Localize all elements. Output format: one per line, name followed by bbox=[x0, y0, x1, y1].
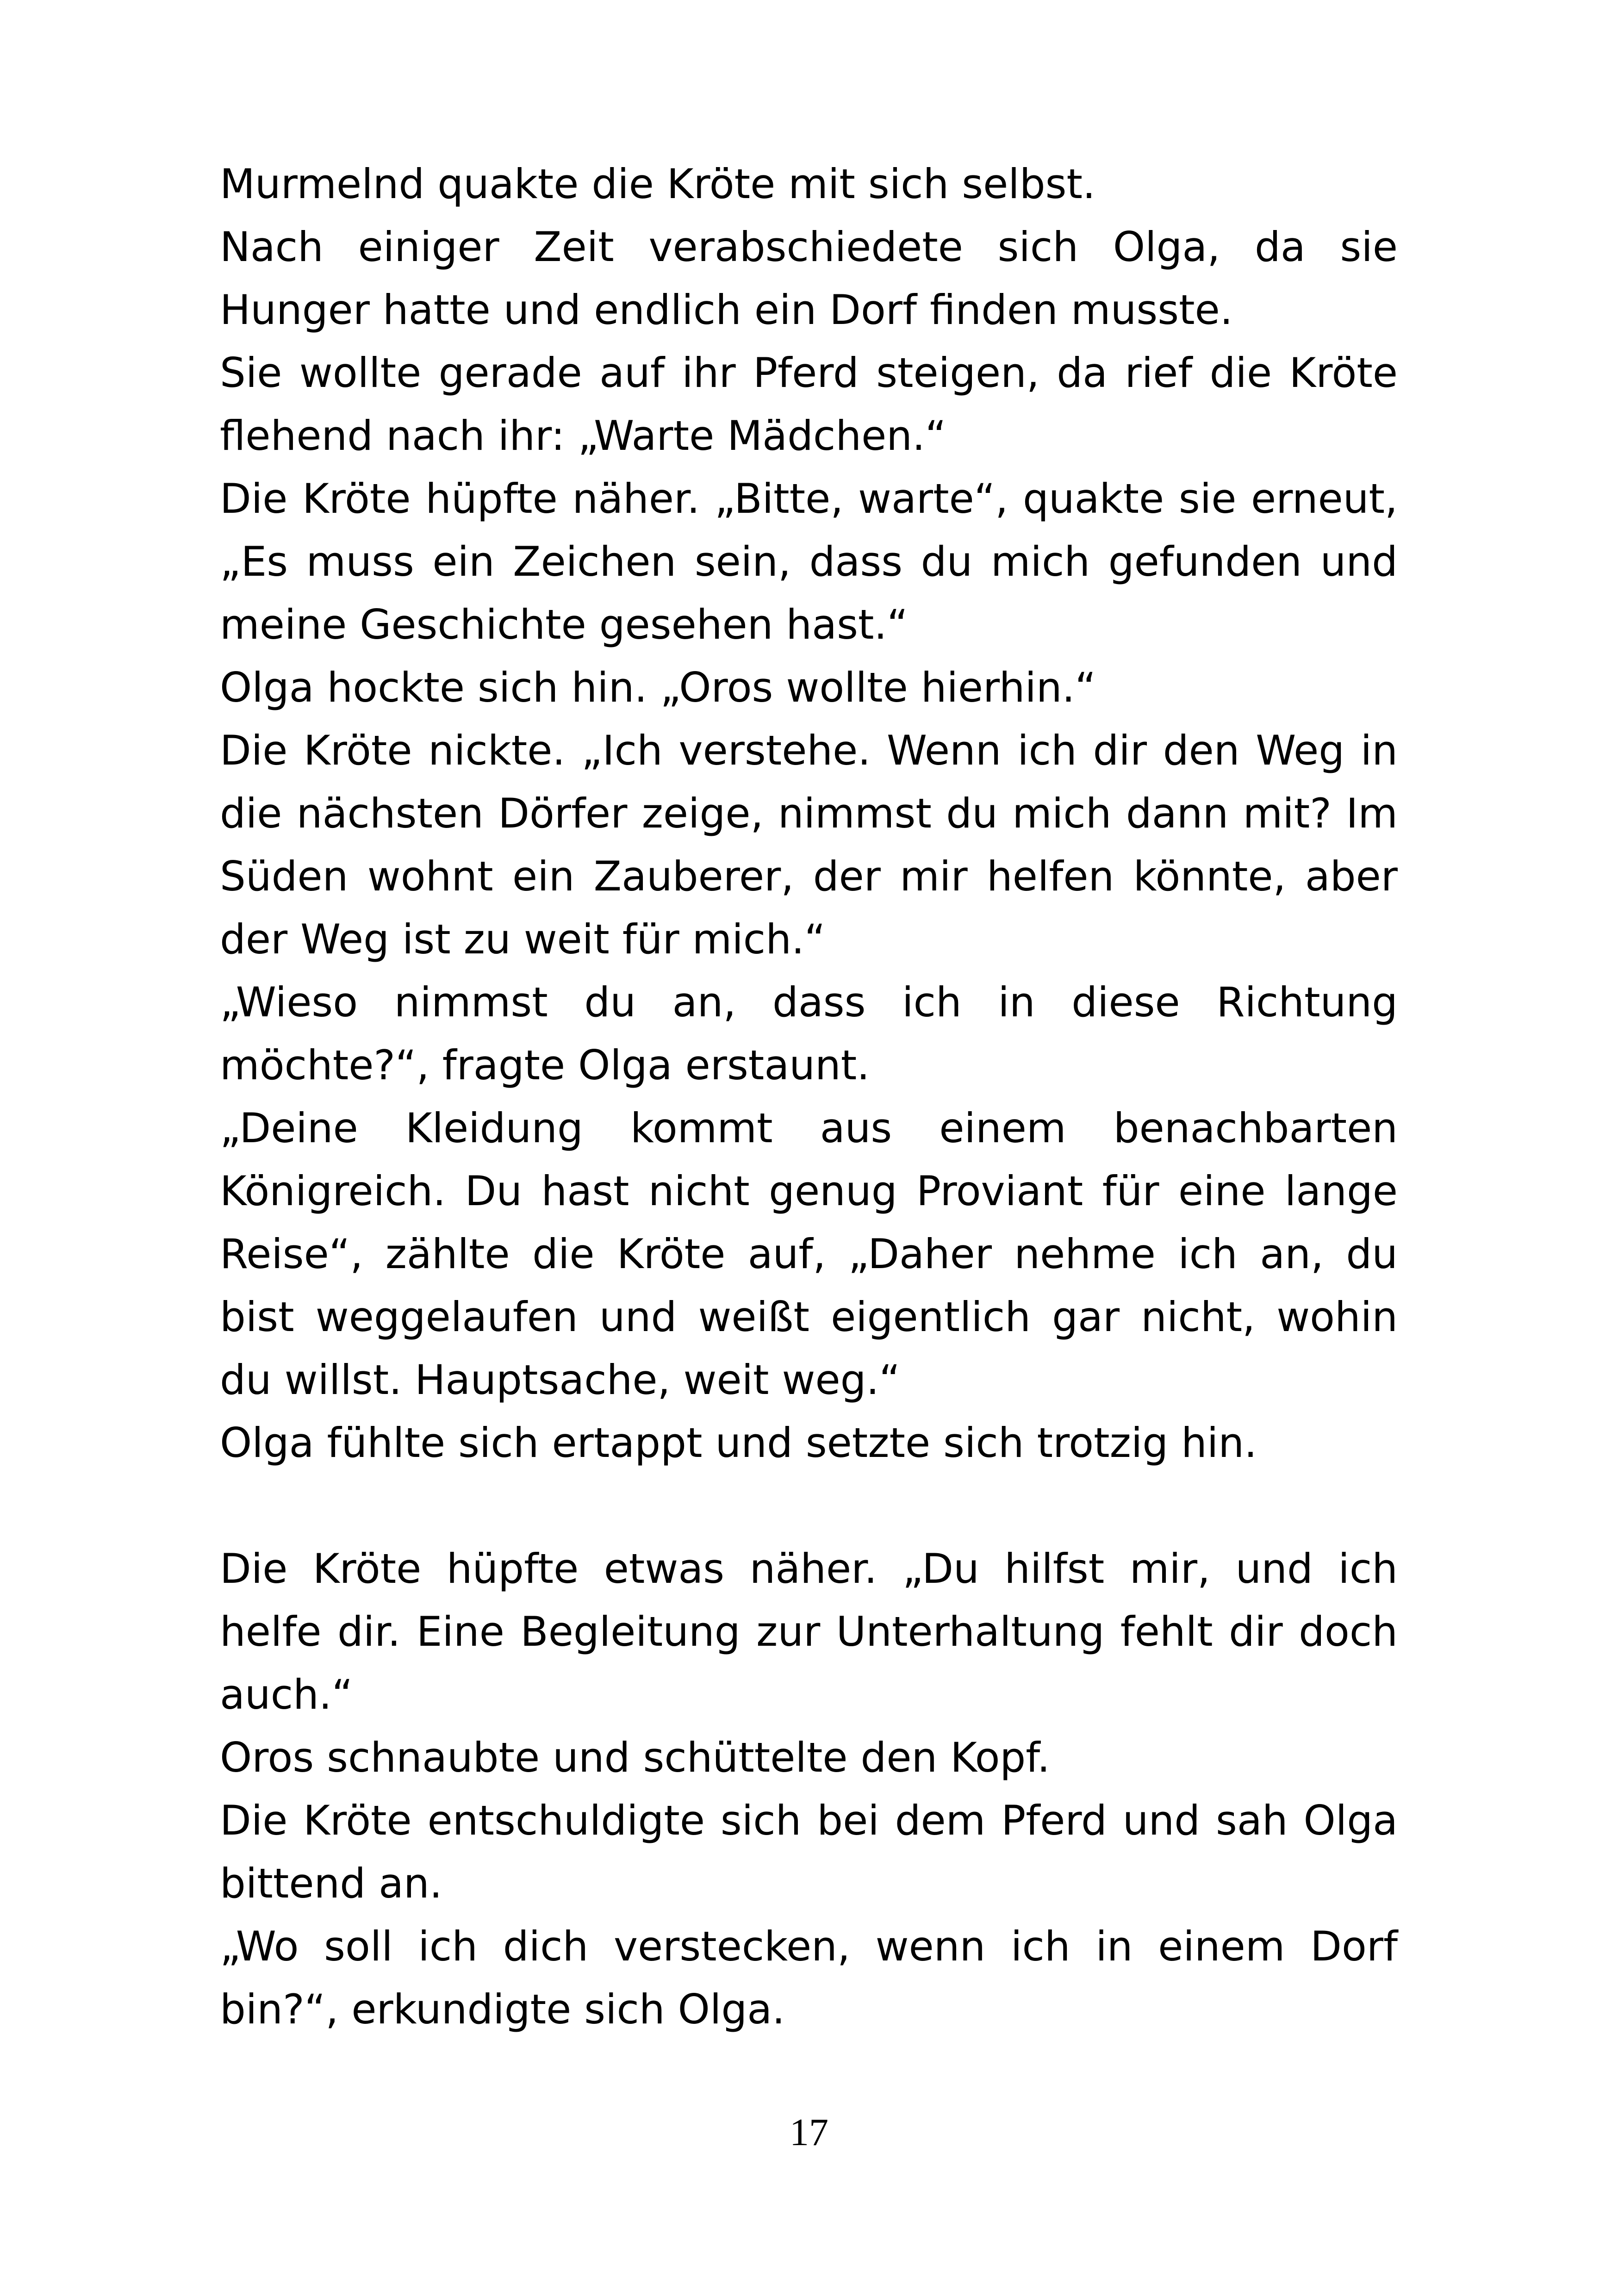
paragraph: Sie wollte gerade auf ihr Pferd steigen, da rief die Kröte flehend nach ihr: „Warte Mädchen.“ bbox=[220, 349, 1398, 460]
body-text bbox=[220, 153, 1398, 2041]
paragraph: Die Kröte entschuldigte sich bei dem Pferd und sah Olga bittend an. bbox=[220, 1797, 1398, 1907]
paragraph: Oros schnaubte und schüttelte den Kopf. bbox=[220, 1734, 1050, 1781]
paragraph: Die Kröte nickte. „Ich verstehe. Wenn ich dir den Weg in die nächsten Dörfer zeige, nimmst du mich dann mit? Im Süden wohnt ein Zauberer, der mir helfen könnte, aber der Weg ist zu weit für mich.“ bbox=[220, 727, 1398, 963]
paragraph: Olga hockte sich hin. „Oros wollte hierhin.“ bbox=[220, 664, 1096, 711]
paragraph: „Deine Kleidung kommt aus einem benachbarten Königreich. Du hast nicht genug Proviant für eine lange Reise“, zählte die Kröte auf, „Daher nehme ich an, du bist weggelaufen und weißt eigentlich gar nicht, wohin du willst. Hauptsache, weit weg.“ bbox=[220, 1104, 1398, 1404]
paragraph: Die Kröte hüpfte näher. „Bitte, warte“, quakte sie erneut, „Es muss ein Zeichen sein, dass du mich gefunden und meine Geschichte gesehen hast.“ bbox=[220, 475, 1398, 648]
paragraph: „Wieso nimmst du an, dass ich in diese Richtung möchte?“, fragte Olga erstaunt. bbox=[220, 978, 1398, 1089]
paragraph: „Wo soll ich dich verstecken, wenn ich in einem Dorf bin?“, erkundigte sich Olga. bbox=[220, 1923, 1398, 2033]
paragraph: Olga fühlte sich ertappt und setzte sich trotzig hin. bbox=[220, 1419, 1257, 1467]
paragraph: Die Kröte hüpfte etwas näher. „Du hilfst mir, und ich helfe dir. Eine Begleitung zur Unterhaltung fehlt dir doch auch.“ bbox=[220, 1545, 1398, 1718]
paragraph: Murmelnd quakte die Kröte mit sich selbst. bbox=[220, 160, 1095, 208]
page-number: 17 bbox=[790, 2111, 828, 2154]
paragraph: Nach einiger Zeit verabschiedete sich Olga, da sie Hunger hatte und endlich ein Dorf finden musste. bbox=[220, 223, 1398, 334]
